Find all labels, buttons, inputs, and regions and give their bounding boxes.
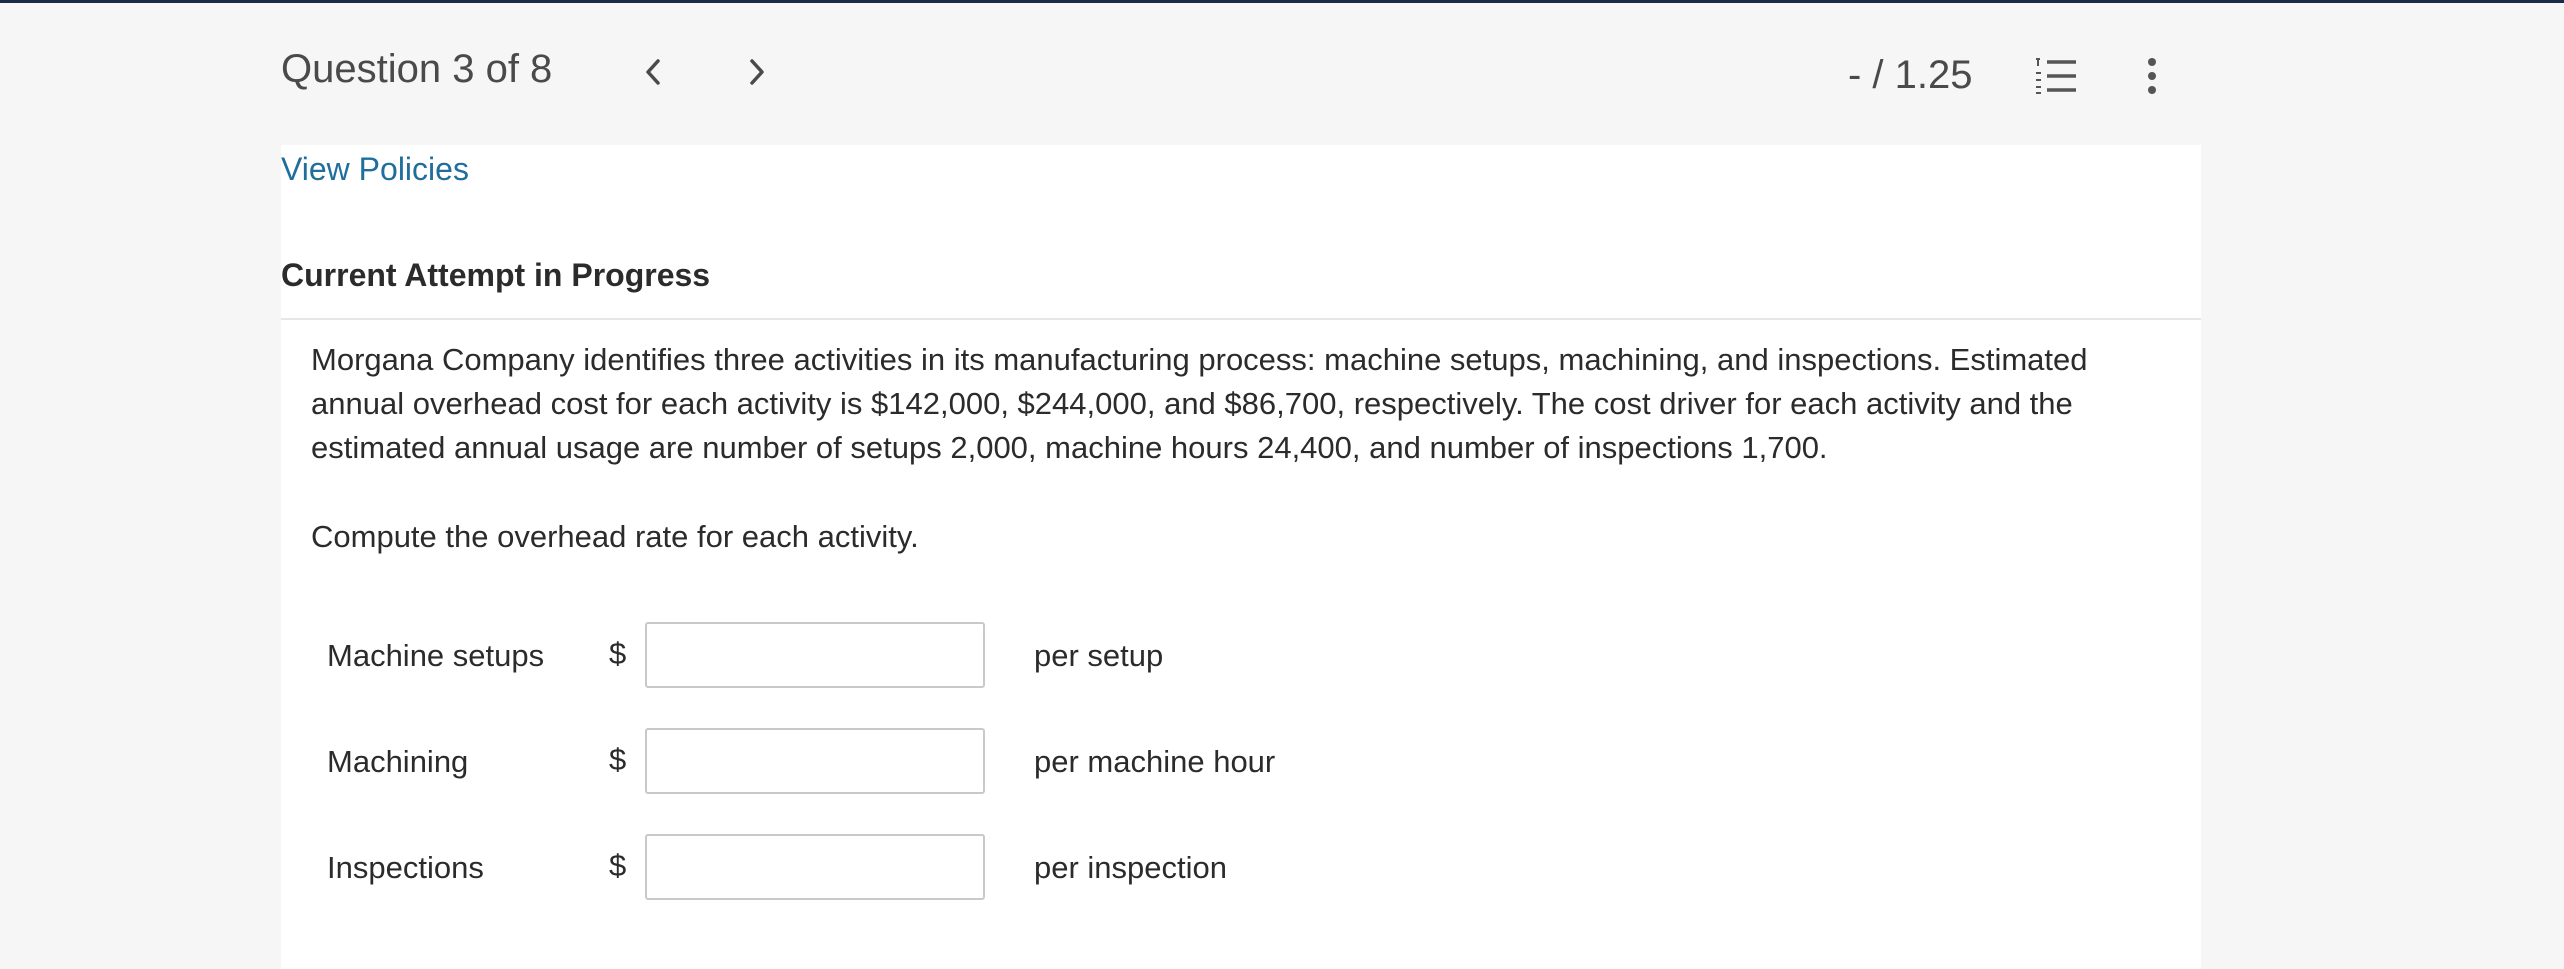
next-question-button[interactable] [742,55,772,89]
numbered-list-icon [2034,57,2078,95]
answer-row-inspections [0,834,2564,900]
more-vertical-icon [2140,57,2164,95]
inspections-input[interactable] [645,834,985,900]
chevron-right-icon [747,57,767,87]
currency-symbol: $ [609,742,627,777]
machining-input[interactable] [645,728,985,794]
problem-statement: Morgana Company identifies three activities in its manufacturing process: machine setups, machining, and inspections. Estimated annual overhead cost for each activity is $142,000, $244,000, and $86,700, respectively. The cost driver for each activity and the estimated annual usage are number of setups 2,000, machine hours 24,400, and number of inspections 1,700. [311,342,2088,465]
row-label: Machining [327,744,469,779]
answer-row-machine-setups [0,622,2564,688]
attempt-status-heading: Current Attempt in Progress [281,257,711,293]
row-label: Machine setups [327,638,545,673]
row-unit: per inspection [1034,850,1228,885]
currency-symbol: $ [609,636,627,671]
problem-instruction: Compute the overhead rate for each activity. [311,519,919,554]
row-unit: per machine hour [1034,744,1276,779]
question-counter: Question 3 of 8 [281,47,553,91]
question-list-button[interactable] [2034,57,2078,95]
question-header [0,3,2564,145]
more-options-button[interactable] [2140,57,2164,95]
answer-row-machining [0,728,2564,794]
machine-setups-input[interactable] [645,622,985,688]
row-label: Inspections [327,850,484,885]
chevron-left-icon [643,57,663,87]
row-unit: per setup [1034,638,1164,673]
previous-question-button[interactable] [638,55,668,89]
currency-symbol: $ [609,848,627,883]
view-policies-link[interactable]: View Policies [281,151,469,187]
divider [281,318,2201,320]
score-display: - / 1.25 [1848,53,1973,97]
